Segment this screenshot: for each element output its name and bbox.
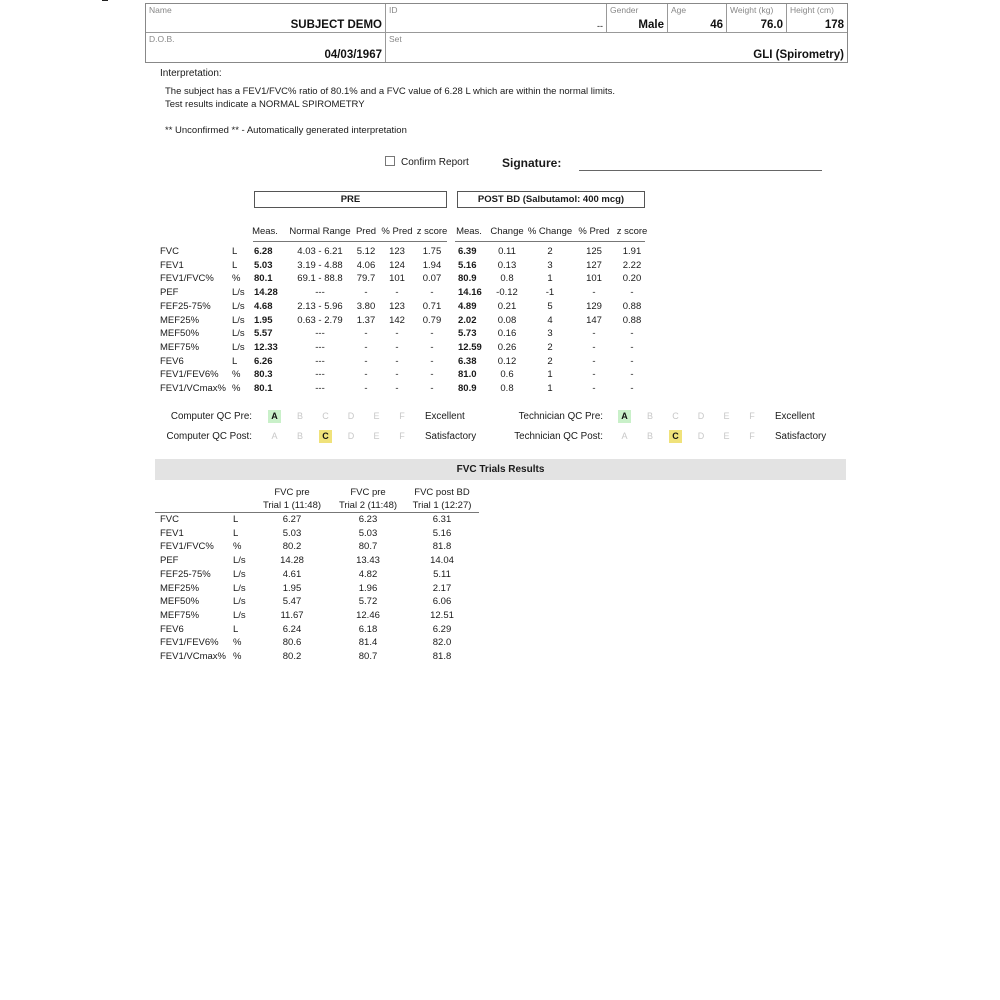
trial-value: 12.46 [356,610,380,621]
percent-predicted: 123 [389,246,405,257]
post-measured: 12.59 [458,342,482,353]
trial-value: 12.51 [430,610,454,621]
param-unit: L [232,356,238,367]
trial-param-unit: L/s [233,555,246,566]
post-z-score: 2.22 [622,260,642,271]
interpretation-conclusion: Test results indicate a NORMAL SPIROMETRY [165,99,365,110]
post-percent-predicted: 129 [586,301,602,312]
trial-value: 81.8 [432,541,452,552]
trial-value: 2.17 [432,583,452,594]
qc-grade-a: A [271,431,278,441]
predicted: - [364,287,368,298]
trial-param-name: MEF75% [160,610,200,621]
trial-value: 14.28 [280,555,304,566]
change: 0.8 [500,273,514,284]
trial-value: 5.47 [282,596,302,607]
pre-measured: 80.1 [254,383,273,394]
pre-measured: 6.28 [254,246,273,257]
trial-value: 14.04 [430,555,454,566]
predicted: - [364,342,368,353]
param-unit: L/s [232,287,245,298]
normal-range: --- [315,369,325,380]
pre-column-header: Meas. [252,226,278,237]
percent-change: -1 [545,287,555,298]
qc-grade-b: B [296,431,303,441]
normal-range: --- [315,342,325,353]
percent-change: 1 [547,369,553,380]
pre-measured: 6.26 [254,356,273,367]
trial-param-unit: L/s [233,610,246,621]
pre-column-header: z score [416,226,448,237]
qc-grade-f: F [749,431,755,441]
trial-value: 82.0 [432,637,452,648]
gender-value: Male [638,19,664,31]
z-score: 0.07 [422,273,442,284]
post-measured: 6.38 [458,356,477,367]
post-z-score: - [630,287,634,298]
qc-grade-c: C [669,430,682,443]
change: 0.12 [497,356,517,367]
trial-header-line1: FVC pre [274,487,310,498]
trial-value: 6.24 [282,624,302,635]
normal-range: --- [315,287,325,298]
percent-predicted: - [395,383,399,394]
normal-range: 4.03 - 6.21 [297,246,343,257]
name-value: SUBJECT DEMO [290,19,382,31]
z-score: - [430,356,434,367]
trial-value: 11.67 [280,610,304,621]
change: 0.26 [497,342,517,353]
normal-range: 3.19 - 4.88 [297,260,343,271]
gender-cell [607,4,668,33]
gender-label: Gender [610,5,639,15]
percent-predicted: 124 [389,260,405,271]
trial-header-line2: Trial 1 (11:48) [262,500,322,511]
set-label: Set [389,34,402,44]
trial-param-unit: L/s [233,596,246,607]
post-percent-predicted: 101 [586,273,602,284]
pre-measured: 80.3 [254,369,273,380]
percent-change: 3 [547,260,553,271]
trial-value: 5.03 [358,528,378,539]
height-cell [787,4,847,33]
normal-range: --- [315,383,325,394]
name-label: Name [149,5,172,15]
trial-value: 1.95 [282,583,302,594]
percent-change: 2 [547,342,553,353]
interpretation-status: ** Unconfirmed ** - Automatically generated interpretation [165,125,407,136]
post-z-score: - [630,328,634,339]
qc-grade-c: C [322,411,329,421]
id-label: ID [389,5,398,15]
post-measured: 2.02 [458,315,477,326]
post-z-score: - [630,356,634,367]
post-column-header: Change [490,226,524,237]
qc-label: Technician QC Post: [514,431,603,442]
trial-value: 80.7 [358,541,378,552]
percent-predicted: 101 [389,273,405,284]
trials-header-underline [155,512,479,513]
signature-line[interactable] [579,170,822,171]
param-unit: L/s [232,301,245,312]
trial-header-line1: FVC post BD [414,487,470,498]
percent-predicted: 142 [389,315,405,326]
pre-measured: 12.33 [254,342,278,353]
pre-measured: 1.95 [254,315,273,326]
post-percent-predicted: 127 [586,260,602,271]
param-name: MEF75% [160,342,200,353]
predicted: - [364,356,368,367]
interpretation-title: Interpretation: [160,68,222,79]
post-z-score: 0.88 [622,301,642,312]
height-value: 178 [824,19,844,31]
interpretation-text: The subject has a FEV1/FVC% ratio of 80.1% and a FVC value of 6.28 L which are within the normal limits. [165,86,616,97]
qc-grade-e: E [373,411,380,421]
qc-grade-e: E [373,431,380,441]
trial-header-line2: Trial 2 (11:48) [338,500,398,511]
post-measured: 80.9 [458,383,477,394]
qc-grade-d: D [697,431,705,441]
post-z-score: 0.88 [622,315,642,326]
qc-label: Computer QC Pre: [170,411,252,422]
trial-value: 4.61 [282,569,302,580]
percent-change: 1 [547,383,553,394]
percent-change: 2 [547,246,553,257]
post-percent-predicted: 147 [586,315,602,326]
trial-param-name: MEF50% [160,596,200,607]
normal-range: 0.63 - 2.79 [297,315,343,326]
param-unit: % [232,273,241,284]
param-unit: L [232,246,238,257]
trial-value: 5.16 [432,528,452,539]
trial-value: 13.43 [356,555,380,566]
weight-cell [727,4,787,33]
predicted: 79.7 [356,273,376,284]
confirm-report-checkbox[interactable] [385,156,395,166]
normal-range: --- [315,328,325,339]
qc-grade-f: F [399,431,405,441]
qc-result-text: Excellent [775,411,815,422]
change: -0.12 [496,287,518,298]
trial-value: 81.8 [432,651,452,662]
trial-param-unit: L [233,514,239,525]
percent-change: 3 [547,328,553,339]
page-corner-mark [102,0,108,1]
param-unit: % [232,369,241,380]
signature-label: Signature: [502,156,562,170]
post-percent-predicted: - [592,369,596,380]
post-percent-predicted: - [592,328,596,339]
dob-value: 04/03/1967 [324,49,382,61]
post-column-header: Meas. [456,226,482,237]
change: 0.16 [497,328,517,339]
qc-grade-a: A [618,410,631,423]
z-score: - [430,383,434,394]
trial-param-name: FEV6 [160,624,184,635]
qc-grade-c: C [319,430,332,443]
param-unit: L/s [232,342,245,353]
z-score: 0.71 [422,301,442,312]
param-name: FEV1/FEV6% [160,369,219,380]
trial-param-unit: L/s [233,569,246,580]
pre-section-header: PRE [254,191,447,208]
post-z-score: 1.91 [622,246,642,257]
qc-result-text: Satisfactory [425,431,477,442]
trial-param-unit: L [233,624,239,635]
trial-param-name: FEV1/FVC% [160,541,214,552]
param-name: PEF [160,287,179,298]
qc-label: Computer QC Post: [166,431,252,442]
trial-value: 6.06 [432,596,452,607]
trial-value: 6.23 [358,514,378,525]
pre-measured: 4.68 [254,301,273,312]
post-measured: 80.9 [458,273,477,284]
post-z-score: - [630,383,634,394]
trials-banner: FVC Trials Results [155,459,846,480]
param-name: FEV6 [160,356,184,367]
pre-column-header: % Pred [381,226,413,237]
param-name: FEV1/FVC% [160,273,214,284]
qc-grade-b: B [646,411,653,421]
qc-grade-b: B [646,431,653,441]
percent-predicted: - [395,356,399,367]
param-unit: L [232,260,238,271]
patient-header [145,3,848,63]
qc-grade-d: D [347,431,355,441]
change: 0.13 [497,260,517,271]
qc-grade-a: A [621,431,628,441]
dob-cell [146,33,386,62]
qc-result-text: Satisfactory [775,431,827,442]
trial-value: 4.82 [358,569,378,580]
change: 0.11 [498,246,516,257]
height-label: Height (cm) [790,5,834,15]
normal-range: --- [315,356,325,367]
post-measured: 4.89 [458,301,477,312]
post-section-header: POST BD (Salbutamol: 400 mcg) [457,191,645,208]
post-percent-predicted: 125 [586,246,602,257]
trial-param-name: FEV1/FEV6% [160,637,219,648]
age-cell [668,4,727,33]
param-unit: L/s [232,328,245,339]
param-name: MEF25% [160,315,200,326]
percent-change: 2 [547,356,553,367]
trial-param-unit: L/s [233,583,246,594]
trial-header-line1: FVC pre [350,487,386,498]
trial-param-name: FEF25-75% [160,569,211,580]
qc-grade-b: B [296,411,303,421]
post-z-score: - [630,342,634,353]
percent-predicted: - [395,342,399,353]
post-measured: 14.16 [458,287,482,298]
age-value: 46 [710,19,723,31]
id-value: -- [597,21,603,31]
post-percent-predicted: - [592,287,596,298]
id-cell [386,4,607,33]
qc-grade-f: F [749,411,755,421]
trial-param-name: PEF [160,555,179,566]
dob-label: D.O.B. [149,34,175,44]
trial-value: 5.11 [433,569,451,580]
trial-value: 80.2 [282,541,302,552]
percent-predicted: - [395,287,399,298]
qc-grade-e: E [723,411,730,421]
qc-grade-d: D [697,411,705,421]
predicted: - [364,383,368,394]
param-name: MEF50% [160,328,200,339]
trial-param-name: MEF25% [160,583,200,594]
qc-grade-e: E [723,431,730,441]
z-score: - [430,328,434,339]
set-value: GLI (Spirometry) [753,49,844,61]
predicted: 4.06 [356,260,376,271]
trial-value: 5.72 [358,596,378,607]
trial-value: 6.27 [282,514,302,525]
normal-range: 2.13 - 5.96 [297,301,343,312]
trial-header-line2: Trial 1 (12:27) [412,500,472,511]
pre-header-underline [253,241,447,242]
percent-change: 4 [547,315,553,326]
predicted: 3.80 [356,301,376,312]
z-score: - [430,287,434,298]
pre-measured: 14.28 [254,287,278,298]
trial-value: 80.2 [282,651,302,662]
z-score: 0.79 [422,315,442,326]
weight-value: 76.0 [760,19,783,31]
predicted: - [364,369,368,380]
percent-predicted: 123 [389,301,405,312]
trial-param-name: FEV1/VCmax% [160,651,226,662]
qc-grade-f: F [399,411,405,421]
pre-column-header: Normal Range [289,226,351,237]
trial-param-name: FVC [160,514,179,525]
trial-value: 1.96 [358,583,378,594]
change: 0.21 [497,301,517,312]
pre-measured: 5.03 [254,260,273,271]
trial-value: 6.18 [358,624,378,635]
confirm-report-label[interactable]: Confirm Report [401,157,469,168]
post-column-header: % Pred [578,226,610,237]
post-percent-predicted: - [592,342,596,353]
set-cell [386,33,847,62]
trial-value: 80.7 [358,651,378,662]
pre-column-header: Pred [355,226,377,237]
percent-change: 1 [547,273,553,284]
trial-value: 80.6 [282,637,302,648]
qc-label: Technician QC Pre: [518,411,603,422]
post-percent-predicted: - [592,356,596,367]
change: 0.8 [500,383,514,394]
qc-grade-a: A [268,410,281,423]
percent-predicted: - [395,369,399,380]
change: 0.08 [497,315,517,326]
post-header-underline [455,241,645,242]
pre-measured: 5.57 [254,328,273,339]
z-score: 1.94 [422,260,442,271]
change: 0.6 [500,369,514,380]
qc-grade-d: D [347,411,355,421]
z-score: - [430,342,434,353]
percent-change: 5 [547,301,553,312]
trial-param-unit: % [233,637,242,648]
trial-param-unit: L [233,528,239,539]
z-score: - [430,369,434,380]
param-unit: L/s [232,315,245,326]
predicted: - [364,328,368,339]
percent-predicted: - [395,328,399,339]
qc-result-text: Excellent [425,411,465,422]
trial-value: 6.31 [432,514,452,525]
normal-range: 69.1 - 88.8 [297,273,343,284]
post-measured: 5.16 [458,260,477,271]
trial-param-unit: % [233,541,242,552]
age-label: Age [671,5,687,15]
trial-value: 5.03 [282,528,302,539]
post-z-score: 0.20 [622,273,642,284]
post-column-header: % Change [527,226,573,237]
param-name: FVC [160,246,179,257]
trial-param-unit: % [233,651,242,662]
post-percent-predicted: - [592,383,596,394]
qc-grade-c: C [672,411,679,421]
post-z-score: - [630,369,634,380]
param-name: FEV1/VCmax% [160,383,226,394]
trial-value: 81.4 [358,637,378,648]
param-unit: % [232,383,241,394]
post-measured: 5.73 [458,328,477,339]
post-column-header: z score [616,226,648,237]
predicted: 5.12 [356,246,376,257]
param-name: FEF25-75% [160,301,211,312]
name-cell [146,4,386,33]
predicted: 1.37 [356,315,376,326]
trial-value: 6.29 [432,624,452,635]
weight-label: Weight (kg) [730,5,774,15]
z-score: 1.75 [422,246,442,257]
post-measured: 81.0 [458,369,477,380]
post-measured: 6.39 [458,246,477,257]
pre-measured: 80.1 [254,273,273,284]
param-name: FEV1 [160,260,184,271]
trial-param-name: FEV1 [160,528,184,539]
